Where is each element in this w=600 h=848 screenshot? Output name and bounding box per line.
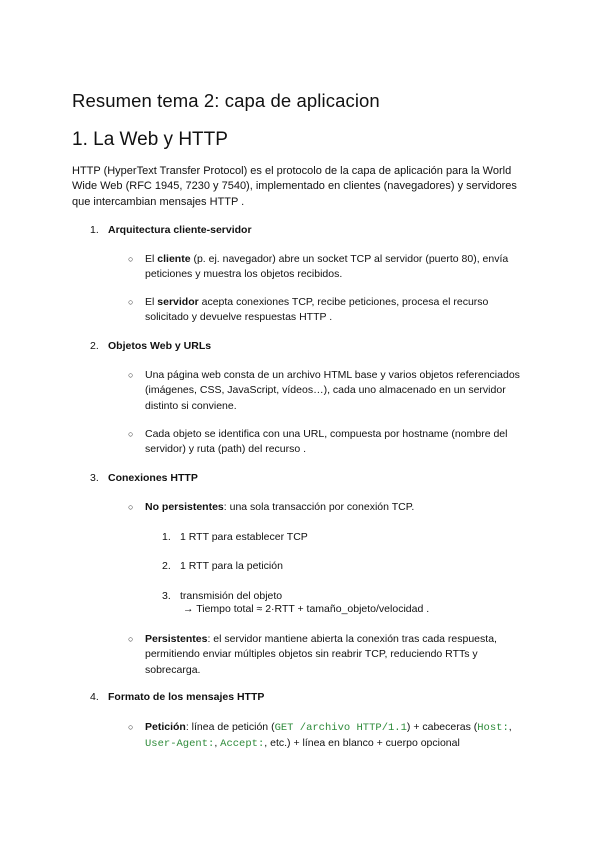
section-title: Objetos Web y URLs bbox=[108, 340, 212, 352]
section-3 bbox=[90, 472, 198, 484]
section-title: Arquitectura cliente-servidor bbox=[108, 224, 252, 236]
list-item-text: El servidor acepta conexiones TCP, recibe peticiones, procesa el recurso solicitado y devuelve respuestas HTTP . bbox=[145, 296, 489, 324]
list-item-text: Una página web consta de un archivo HTML base y varios objetos referenciados (imágenes, CSS, JavaScript, vídeos…), cada uno almacenado en un servidor distinto si conviene. bbox=[145, 369, 520, 412]
circle-bullet-icon: ○ bbox=[128, 634, 134, 644]
circle-bullet-icon: ○ bbox=[128, 254, 134, 264]
section-heading: 1. La Web y HTTP bbox=[72, 129, 228, 150]
circle-bullet-icon: ○ bbox=[128, 722, 134, 732]
section-4 bbox=[90, 691, 264, 703]
intro-paragraph: HTTP (HyperText Transfer Protocol) es el protocolo de la capa de aplicación para la World Wide Web (RFC 1945, 7230 y 7540), implementado en clientes (navegadores) y servidores que intercambian mensajes HTTP . bbox=[72, 165, 517, 208]
circle-bullet-icon: ○ bbox=[128, 502, 134, 512]
list-item-text: Persistentes: el servidor mantiene abierta la conexión tras cada respuesta, permitiendo enviar múltiples objetos sin reabrir TCP, reduciendo RTTs y sobrecarga. bbox=[145, 633, 497, 676]
circle-bullet-icon: ○ bbox=[128, 297, 134, 307]
document-title: Resumen tema 2: capa de aplicacion bbox=[72, 90, 380, 111]
section-number: 2. bbox=[90, 340, 99, 352]
formula-line: → Tiempo total ≈ 2·RTT + tamaño_objeto/velocidad . bbox=[183, 603, 430, 615]
section-title: Conexiones HTTP bbox=[108, 472, 198, 484]
section-number: 4. bbox=[90, 691, 99, 703]
list-item-text: Petición: línea de petición (GET /archivo HTTP/1.1) + cabeceras (Host:, User-Agent:, Accept:, etc.) + línea en blanco + cuerpo opcional bbox=[145, 721, 512, 751]
section-number: 1. bbox=[90, 224, 99, 236]
sub-list-item: 2. 1 RTT para la petición bbox=[162, 560, 283, 572]
list-item-text: Cada objeto se identifica con una URL, compuesta por hostname (nombre del servidor) y ruta (path) del recurso . bbox=[145, 428, 508, 456]
section-number: 3. bbox=[90, 472, 99, 484]
list-item-text: No persistentes: una sola transacción por conexión TCP. bbox=[145, 501, 415, 513]
circle-bullet-icon: ○ bbox=[128, 429, 134, 439]
section-title: Formato de los mensajes HTTP bbox=[108, 691, 265, 703]
code-snippet: Host: bbox=[477, 722, 509, 734]
sub-list-item: 3. transmisión del objeto bbox=[162, 590, 283, 602]
sub-list-item: 1. 1 RTT para establecer TCP bbox=[162, 531, 308, 543]
circle-bullet-icon: ○ bbox=[128, 370, 134, 380]
code-snippet: Accept: bbox=[220, 738, 265, 751]
code-snippet: GET /archivo HTTP/1.1 bbox=[274, 722, 407, 734]
code-snippet: User-Agent: bbox=[145, 738, 215, 751]
list-item-text: El cliente (p. ej. navegador) abre un socket TCP al servidor (puerto 80), envía peticiones y muestra los objetos recibidos. bbox=[145, 253, 509, 281]
section-2 bbox=[90, 340, 211, 352]
section-1 bbox=[90, 224, 252, 236]
